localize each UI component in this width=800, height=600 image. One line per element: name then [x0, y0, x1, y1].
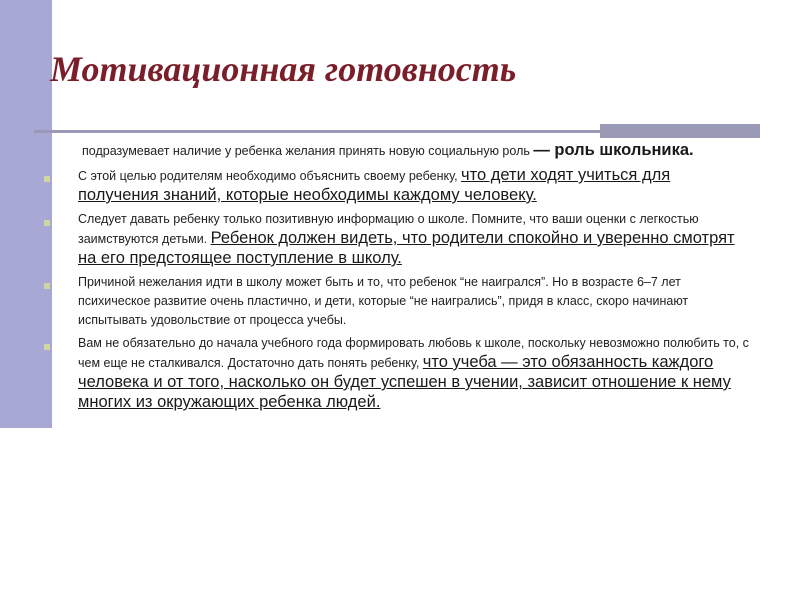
slide-body [52, 141, 752, 417]
intro-text: подразумевает наличие у ребенка желания принять новую социальную роль [82, 144, 534, 158]
bullet-square-icon [44, 220, 50, 226]
slide-title: Мотивационная готовность [50, 49, 517, 89]
bullet-emphasis: Ребенок должен видеть, что родители спокойно и уверенно смотрят на его предстоящее поступление в школу. [78, 229, 735, 267]
bullet-square-icon [44, 176, 50, 182]
bullet-text: Вам не обязательно до начала учебного года формировать любовь к школе, поскольку невозможно полюбить то, с чем еще не сталкивался. Достаточно дать понять ребенку, [78, 336, 749, 370]
bullet-list [52, 166, 752, 413]
bullet-emphasis: что дети ходят учиться для получения знаний, которые необходимы каждому человеку. [78, 166, 671, 204]
intro-paragraph [52, 141, 752, 161]
left-accent-bar [0, 0, 52, 428]
bullet-square-icon [44, 283, 50, 289]
bullet-item [52, 334, 752, 413]
bullet-item [52, 273, 752, 330]
bullet-emphasis: что учеба — это обязанность каждого человека и от того, насколько он будет успешен в учении, зависит отношение к нему многих из окружающих ребенка людей. [78, 353, 731, 411]
title-divider-block [600, 124, 760, 138]
bullet-item [52, 210, 752, 269]
bullet-item [52, 166, 752, 206]
bullet-text: Следует давать ребенку только позитивную информацию о школе. Помните, что ваши оценки с легкостью заимствуются детьми. [78, 212, 699, 246]
bullet-text: Причиной нежелания идти в школу может быть и то, что ребенок “не наигрался”. Но в возрасте 6–7 лет психическое развитие очень пластично, и дети, которые “не наигрались”, придя в класс, скоро начинают испытывать удовольствие от процесса учебы. [78, 275, 689, 327]
bullet-square-icon [44, 344, 50, 350]
intro-emphasis: — роль школьника. [533, 141, 694, 159]
bullet-text: С этой целью родителям необходимо объяснить своему ребенку, [78, 169, 462, 183]
